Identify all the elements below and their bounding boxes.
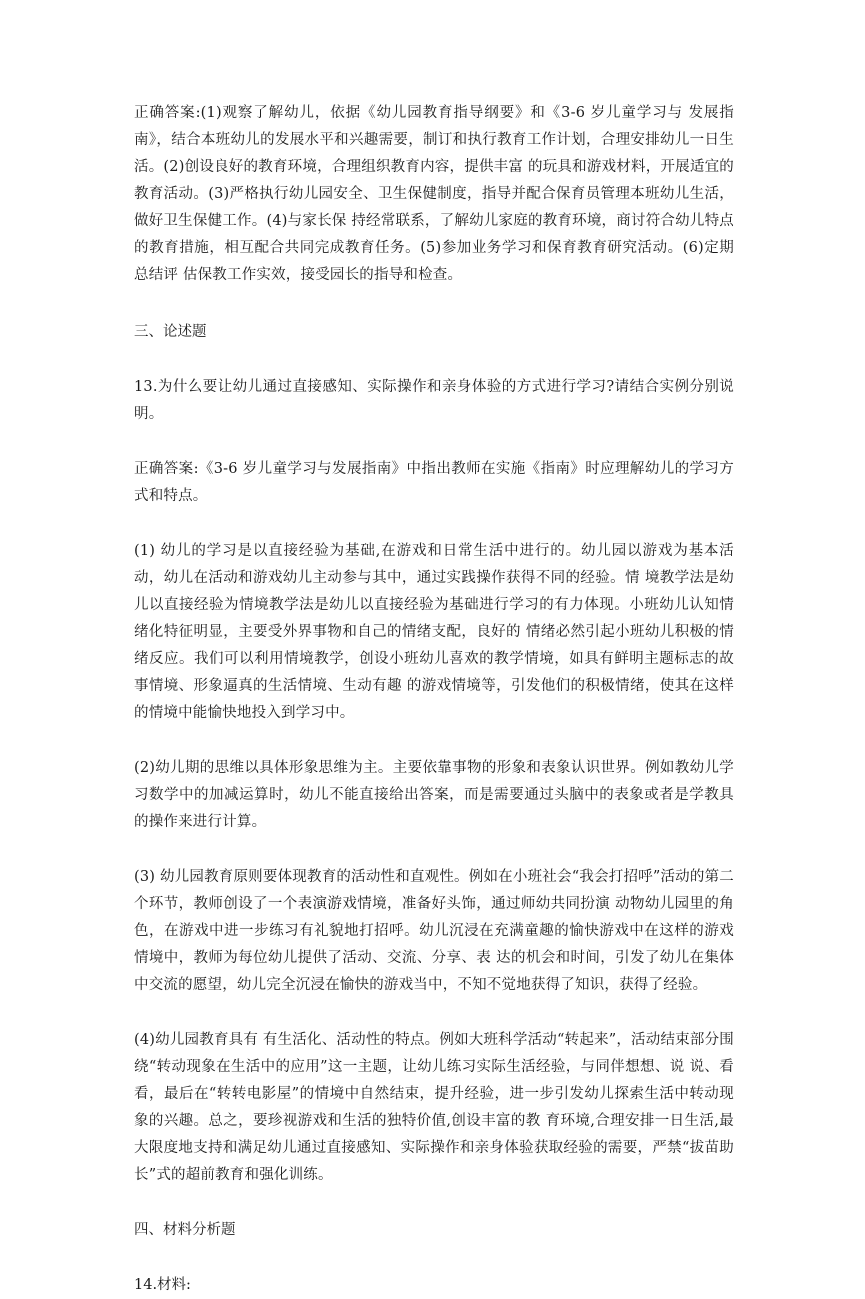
question-13-paragraph: 13.为什么要让幼儿通过直接感知、实际操作和亲身体验的方式进行学习?请结合实例分别说明。 (134, 379, 734, 422)
question-14-label: 14.材料: (134, 1277, 191, 1293)
answer-13-point-1-paragraph: (1) 幼儿的学习是以直接经验为基础,在游戏和日常生活中进行的。幼儿园以游戏为基本活动，幼儿在活动和游戏幼儿主动参与其中，通过实践操作获得不同的经验。情 境教学法是幼儿以直接经验为情境教学法是幼儿以直接经验为基础进行学习的有力体现。小班幼儿认知情绪化特征明显，主要受外界事物和自己的情绪支配，良好的 情绪必然引起小班幼儿积极的情绪反应。我们可以利用情境教学，创设小班幼儿喜欢的教学情境，如具有鲜明主题标志的故事情境、形象逼真的生活情境、生动有趣 的游戏情境等，引发他们的积极情绪，使其在这样的情境中能愉快地投入到学习中。 (134, 543, 734, 721)
section-4-heading: 四、材料分析题 (134, 1222, 236, 1238)
answer-13-point-4-paragraph: (4)幼儿园教育具有 有生活化、活动性的特点。例如大班科学活动“转起来”，活动结束部分围绕“转动现象在生活中的应用”这一主题，让幼儿练习实际生活经验，与同伴想想、说 说、看看，最后在“转转电影屋”的情境中自然结束，提升经验，进一步引发幼儿探索生活中转动现象的兴趣。总之，要珍视游戏和生活的独特价值,创设丰富的教 育环境,合理安排一日生活,最大限度地支持和满足幼儿通过直接感知、实际操作和亲身体验获取经验的需要，严禁“拔苗助长”式的超前教育和强化训练。 (134, 1032, 734, 1183)
answer-12-paragraph: 正确答案:(1)观察了解幼儿，依据《幼儿园教育指导纲要》和《3-6 岁儿童学习与 发展指南》，结合本班幼儿的发展水平和兴趣需要，制订和执行教育工作计划，合理安排幼儿一日生活。(2)创设良好的教育环境，合理组织教育内容，提供丰富 的玩具和游戏材料，开展适宜的教育活动。(3)严格执行幼儿园安全、卫生保健制度，指导并配合保育员管理本班幼儿生活，做好卫生保健工作。(4)与家长保 持经常联系，了解幼儿家庭的教育环境，商讨符合幼儿特点的教育措施，相互配合共同完成教育任务。(5)参加业务学习和保育教育研究活动。(6)定期总结评 估保教工作实效，接受园长的指导和检查。 (134, 105, 734, 283)
answer-13-point-2-paragraph: (2)幼儿期的思维以具体形象思维为主。主要依靠事物的形象和表象认识世界。例如教幼儿学习数学中的加减运算时，幼儿不能直接给出答案，而是需要通过头脑中的表象或者是学教具的操作来进行计算。 (134, 760, 734, 830)
section-3-heading: 三、论述题 (134, 324, 207, 340)
answer-13-intro-paragraph: 正确答案:《3-6 岁儿童学习与发展指南》中指出教师在实施《指南》时应理解幼儿的学习方式和特点。 (134, 461, 734, 504)
document-page (134, 100, 734, 1299)
answer-13-point-3-paragraph: (3) 幼儿园教育原则要体现教育的活动性和直观性。例如在小班社会“我会打招呼”活动的第二个环节，教师创设了一个表演游戏情境，准备好头饰，通过师幼共同扮演 动物幼儿园里的角色，在游戏中进一步练习有礼貌地打招呼。幼儿沉浸在充满童趣的愉快游戏中在这样的游戏情境中，教师为每位幼儿提供了活动、交流、分享、表 达的机会和时间，引发了幼儿在集体中交流的愿望，幼儿完全沉浸在愉快的游戏当中，不知不觉地获得了知识，获得了经验。 (134, 869, 734, 993)
